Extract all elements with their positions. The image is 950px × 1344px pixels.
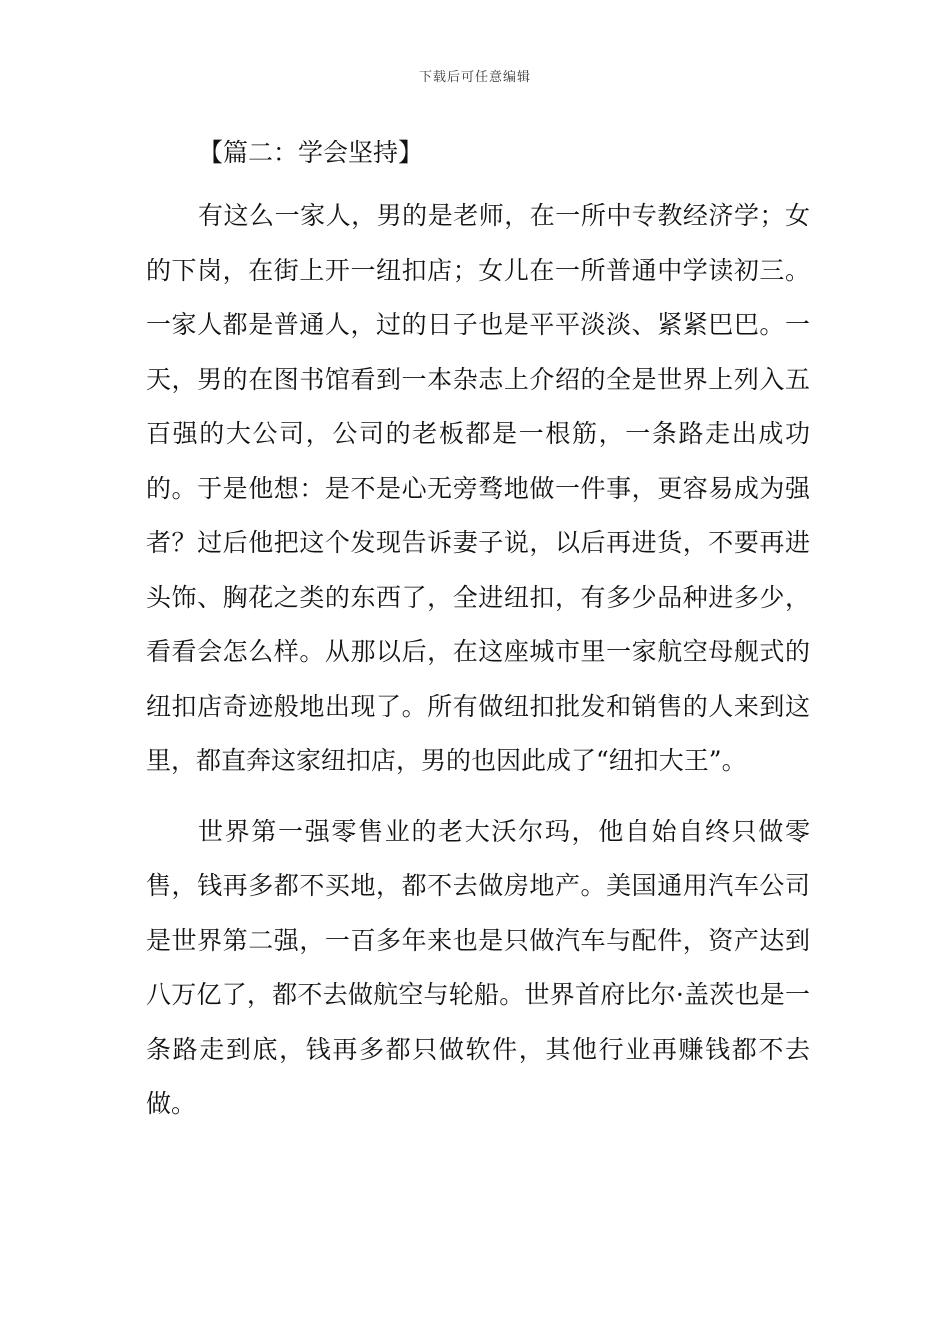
section-title: 【篇二：学会坚持】 [198,138,424,167]
paragraph-1: 有这么一家人，男的是老师，在一所中专教经济学；女的下岗，在街上开一纽扣店；女儿在一所普通中学读初三。一家人都是普通人，过的日子也是平平淡淡、紧紧巴巴。一天，男的在图书馆看到一本杂志上介绍的全是世界上列入五百强的大公司，公司的老板都是一根筋，一条路走出成功的。于是他想：是不是心无旁骛地做一件事，更容易成为强者？过后他把这个发现告诉妻子说，以后再进货，不要再进头饰、胸花之类的东西了，全进纽扣，有多少品种进多少，看看会怎么样。从那以后，在这座城市里一家航空母舰式的纽扣店奇迹般地出现了。所有做纽扣批发和销售的人来到这里，都直奔这家纽扣店，男的也因此成了“纽扣大王”。 [146,201,810,775]
page-header: 下载后可任意编辑 [418,70,531,85]
paragraph-2: 世界第一强零售业的老大沃尔玛，他自始自终只做零售，钱再多都不买地，都不去做房地产。美国通用汽车公司是世界第二强，一百多年来也是只做汽车与配件，资产达到八万亿了，都不去做航空与轮船。世界首府比尔·盖茨也是一条路走到底，钱再多都只做软件，其他行业再赚钱都不去做。 [146,816,810,1118]
document-body [146,130,810,1132]
